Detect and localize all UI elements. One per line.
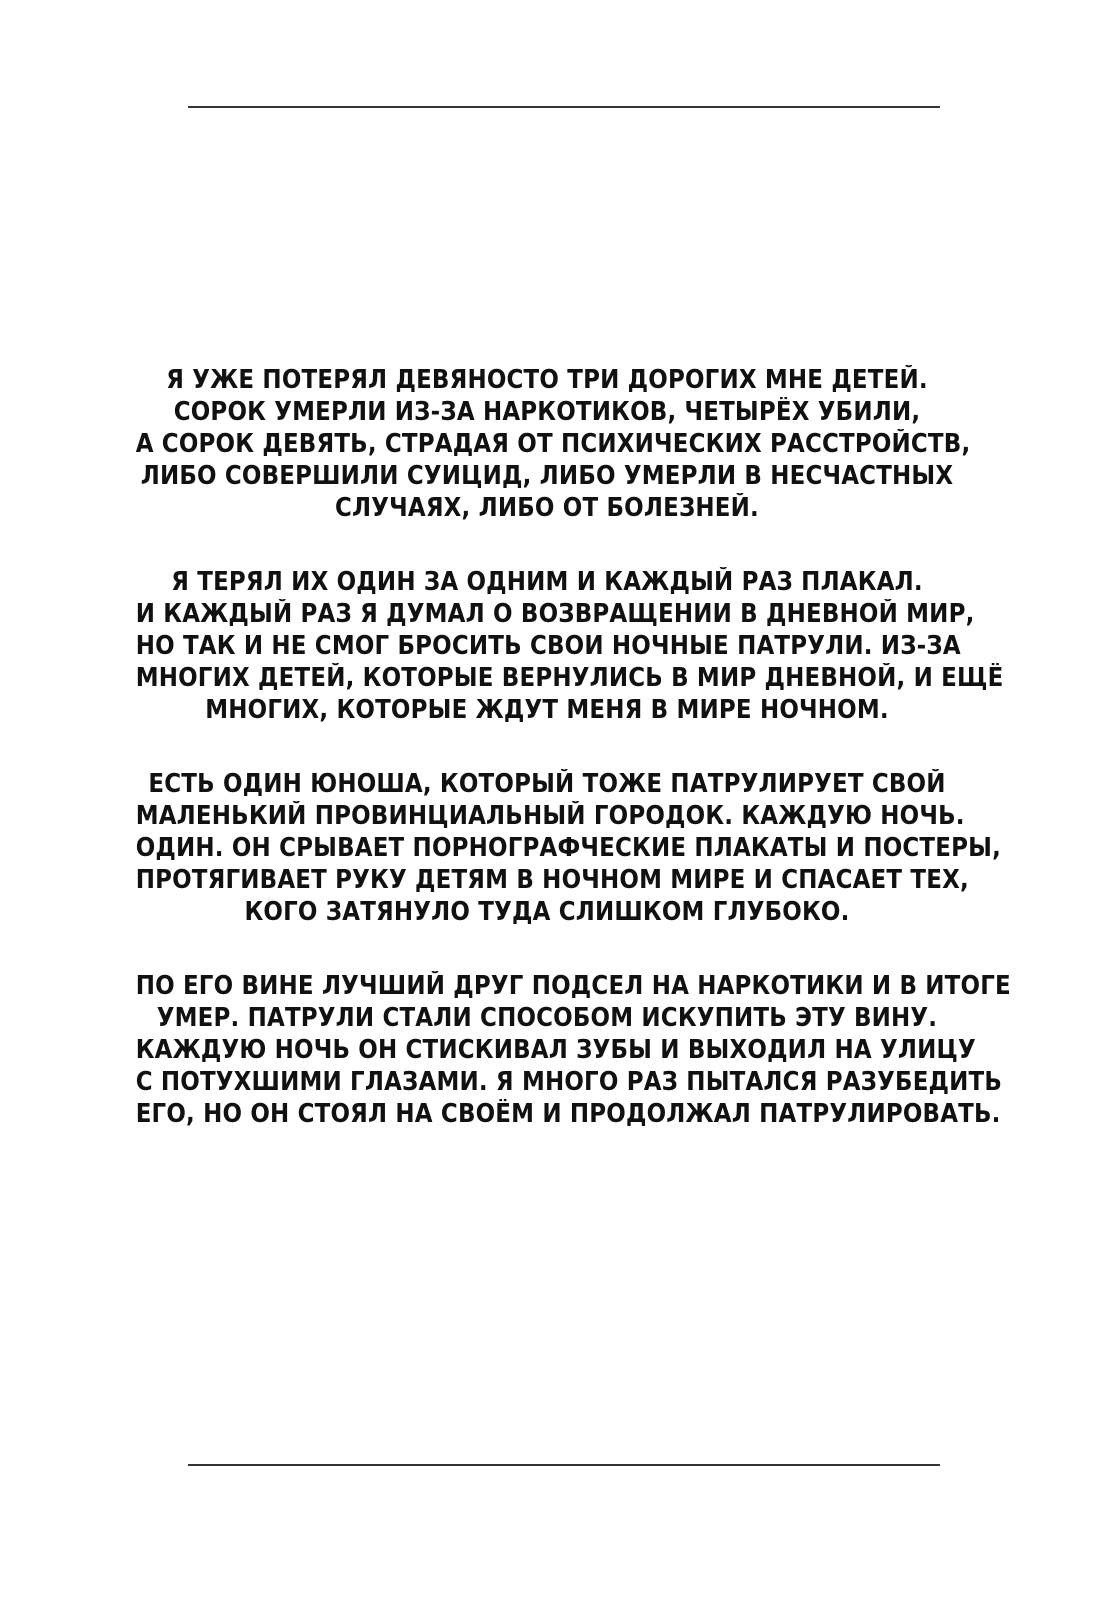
text-line: КАЖДУЮ НОЧЬ ОН СТИСКИВАЛ ЗУБЫ И ВЫХОДИЛ НА УЛИЦУ — [135, 1035, 976, 1065]
text-line: МНОГИХ ДЕТЕЙ, КОТОРЫЕ ВЕРНУЛИСЬ В МИР ДНЕВНОЙ, И ЕЩЁ — [135, 663, 1004, 693]
text-line: КОГО ЗАТЯНУЛО ТУДА СЛИШКОМ ГЛУБОКО. — [244, 897, 850, 927]
paragraph-2 — [90, 566, 1004, 726]
paragraph-3 — [90, 768, 1004, 928]
text-line: ЛИБО СОВЕРШИЛИ СУИЦИД, ЛИБО УМЕРЛИ В НЕСЧАСТНЫХ — [140, 461, 954, 491]
text-line: С ПОТУХШИМИ ГЛАЗАМИ. Я МНОГО РАЗ ПЫТАЛСЯ РАЗУБЕДИТЬ — [135, 1067, 1003, 1097]
text-line: ПО ЕГО ВИНЕ ЛУЧШИЙ ДРУГ ПОДСЕЛ НА НАРКОТИКИ И В ИТОГЕ — [135, 971, 1011, 1001]
text-line: ОДИН. ОН СРЫВАЕТ ПОРНОГРАФЧЕСКИЕ ПЛАКАТЫ И ПОСТЕРЫ, — [135, 833, 1001, 863]
paragraph-1 — [90, 364, 1004, 524]
text-line: ЕСТЬ ОДИН ЮНОША, КОТОРЫЙ ТОЖЕ ПАТРУЛИРУЕТ СВОЙ — [148, 769, 946, 799]
top-divider — [188, 106, 940, 108]
text-line: ПРОТЯГИВАЕТ РУКУ ДЕТЯМ В НОЧНОМ МИРЕ И СПАСАЕТ ТЕХ, — [135, 865, 969, 895]
text-line: Я УЖЕ ПОТЕРЯЛ ДЕВЯНОСТО ТРИ ДОРОГИХ МНЕ ДЕТЕЙ. — [166, 365, 928, 395]
text-line: А СОРОК ДЕВЯТЬ, СТРАДАЯ ОТ ПСИХИЧЕСКИХ РАССТРОЙСТВ, — [135, 429, 971, 459]
text-line: И КАЖДЫЙ РАЗ Я ДУМАЛ О ВОЗВРАЩЕНИИ В ДНЕВНОЙ МИР, — [135, 599, 975, 629]
text-line: МНОГИХ, КОТОРЫЕ ЖДУТ МЕНЯ В МИРЕ НОЧНОМ. — [205, 695, 889, 725]
paragraph-4 — [90, 970, 1011, 1130]
text-block — [90, 364, 1011, 1172]
text-line: ЕГО, НО ОН СТОЯЛ НА СВОЁМ И ПРОДОЛЖАЛ ПАТРУЛИРОВАТЬ. — [135, 1099, 1001, 1129]
text-line: Я ТЕРЯЛ ИХ ОДИН ЗА ОДНИМ И КАЖДЫЙ РАЗ ПЛАКАЛ. — [171, 567, 923, 597]
text-line: НО ТАК И НЕ СМОГ БРОСИТЬ СВОИ НОЧНЫЕ ПАТРУЛИ. ИЗ-ЗА — [135, 631, 961, 661]
text-line: СОРОК УМЕРЛИ ИЗ-ЗА НАРКОТИКОВ, ЧЕТЫРЁХ УБИЛИ, — [173, 397, 921, 427]
text-line: УМЕР. ПАТРУЛИ СТАЛИ СПОСОБОМ ИСКУПИТЬ ЭТУ ВИНУ. — [156, 1003, 938, 1033]
text-line: МАЛЕНЬКИЙ ПРОВИНЦИАЛЬНЫЙ ГОРОДОК. КАЖДУЮ НОЧЬ. — [135, 801, 965, 831]
text-line: СЛУЧАЯХ, ЛИБО ОТ БОЛЕЗНЕЙ. — [335, 493, 759, 523]
bottom-divider — [188, 1464, 940, 1466]
